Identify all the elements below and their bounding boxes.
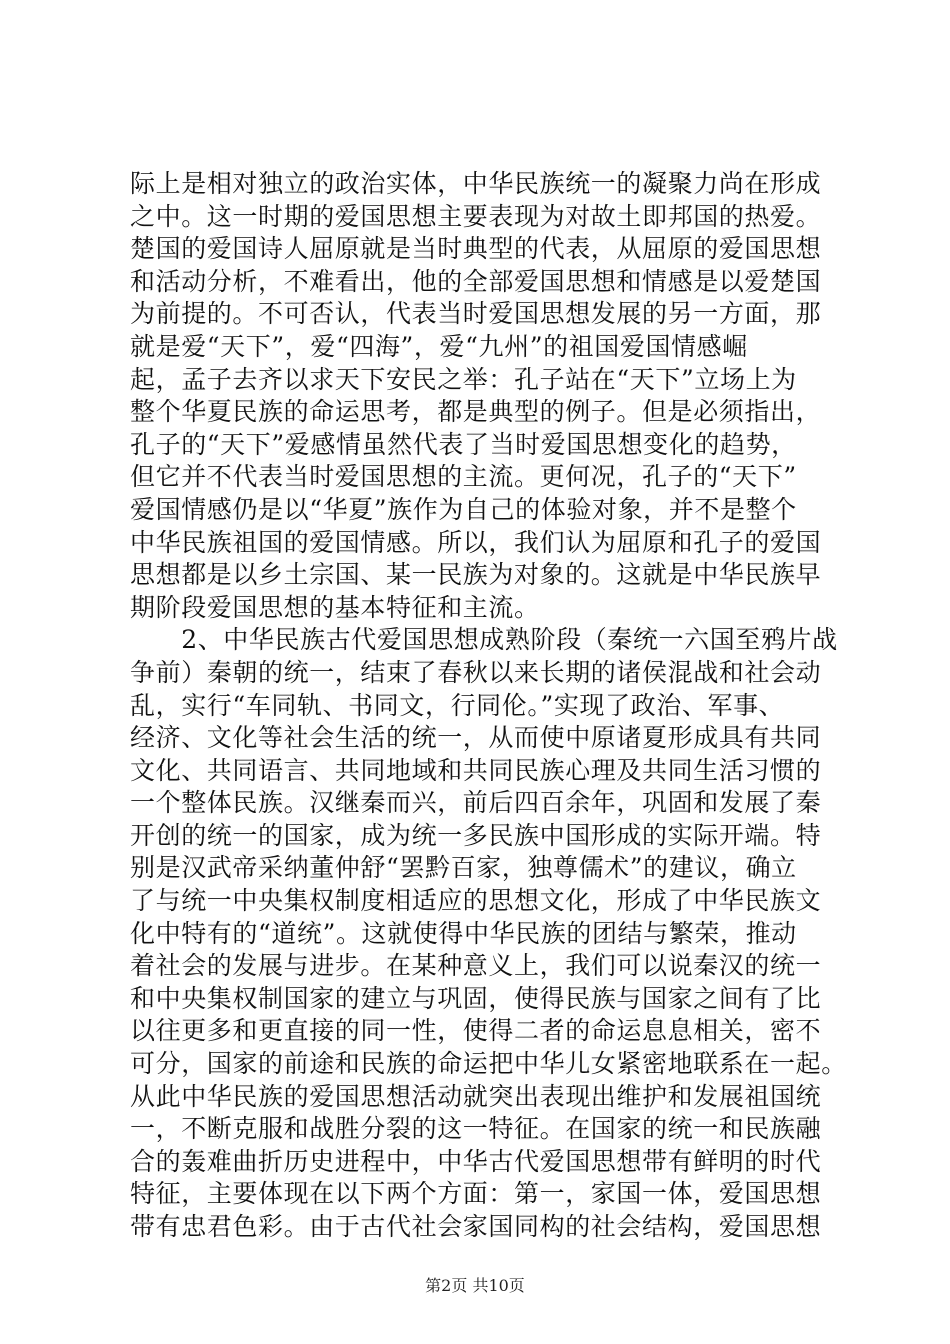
text-line: 经济、文化等社会生活的统一，从而使中原诸夏形成具有共同 (130, 723, 822, 753)
text-line: 思想都是以乡土宗国、某一民族为对象的。这就是中华民族早 (130, 560, 822, 590)
text-line: 就是爱“天下”，爱“四海”，爱“九州”的祖国爱国情感崛 (130, 331, 748, 361)
text-line: 从此中华民族的爱国思想活动就突出表现出维护和发展祖国统 (130, 1081, 822, 1111)
text-line: 楚国的爱国诗人屈原就是当时典型的代表，从屈原的爱国思想 (130, 234, 822, 264)
text-line: 特征，主要体现在以下两个方面：第一，家国一体，爱国思想 (130, 1179, 822, 1209)
text-line: 合的轰难曲折历史进程中，中华古代爱国思想带有鲜明的时代 (130, 1146, 822, 1176)
text-line: 期阶段爱国思想的基本特征和主流。 (130, 592, 540, 622)
text-line: 文化、共同语言、共同地域和共同民族心理及共同生活习惯的 (130, 755, 822, 785)
text-line: 整个华夏民族的命运思考，都是典型的例子。但是必须指出， (130, 397, 822, 427)
text-line: 化中特有的“道统”。这就使得中华民族的团结与繁荣，推动 (130, 918, 797, 948)
text-line: 可分，国家的前途和民族的命运把中华儿女紧密地联系在一起。 (130, 1049, 847, 1079)
text-line: 之中。这一时期的爱国思想主要表现为对故土即邦国的热爱。 (130, 201, 822, 231)
text-line: 开创的统一的国家，成为统一多民族中国形成的实际开端。特 (130, 820, 822, 850)
text-line: 别是汉武帝采纳董仲舒“罢黔百家，独尊儒术”的建议，确立 (130, 853, 797, 883)
text-line: 中华民族祖国的爱国情感。所以，我们认为屈原和孔子的爱国 (130, 527, 822, 557)
text-line: 和中央集权制国家的建立与巩固，使得民族与国家之间有了比 (130, 983, 822, 1013)
text-line: 起，孟子去齐以求天下安民之举：孔子站在“天下”立场上为 (130, 364, 797, 394)
text-line: 一，不断克服和战胜分裂的这一特征。在国家的统一和民族融 (130, 1114, 822, 1144)
page-number-label: 第2页 共10页 (425, 1276, 525, 1295)
text-line: 了与统一中央集权制度相适应的思想文化，形成了中华民族文 (130, 886, 822, 916)
text-line: 但它并不代表当时爱国思想的主流。更何况，孔子的“天下” (130, 462, 797, 492)
text-line: 际上是相对独立的政治实体，中华民族统一的凝聚力尚在形成 (130, 169, 822, 198)
text-line: 带有忠君色彩。由于古代社会家国同构的社会结构，爱国思想 (130, 1212, 822, 1241)
body-text (130, 168, 845, 1244)
text-line: 乱，实行“车同轨、书同文，行同伦。”实现了政治、军事、 (130, 690, 785, 720)
text-line: 孔子的“天下”爱感情虽然代表了当时爱国思想变化的趋势， (130, 429, 797, 459)
text-line: 争前）秦朝的统一，结束了春秋以来长期的诸侯混战和社会动 (130, 657, 822, 687)
text-line: 2、中华民族古代爱国思想成熟阶段（秦统一六国至鸦片战 (130, 625, 838, 655)
text-line: 爱国情感仍是以“华夏”族作为自己的体验对象，并不是整个 (130, 494, 797, 524)
text-line: 着社会的发展与进步。在某种意义上，我们可以说秦汉的统一 (130, 951, 822, 981)
text-line: 和活动分析，不难看出，他的全部爱国思想和情感是以爱楚国 (130, 266, 822, 296)
text-line: 为前提的。不可否认，代表当时爱国思想发展的另一方面，那 (130, 299, 822, 329)
page-footer (0, 1273, 950, 1296)
text-line: 以往更多和更直接的同一性，使得二者的命运息息相关，密不 (130, 1016, 822, 1046)
text-line: 一个整体民族。汉继秦而兴，前后四百余年，巩固和发展了秦 (130, 788, 822, 818)
